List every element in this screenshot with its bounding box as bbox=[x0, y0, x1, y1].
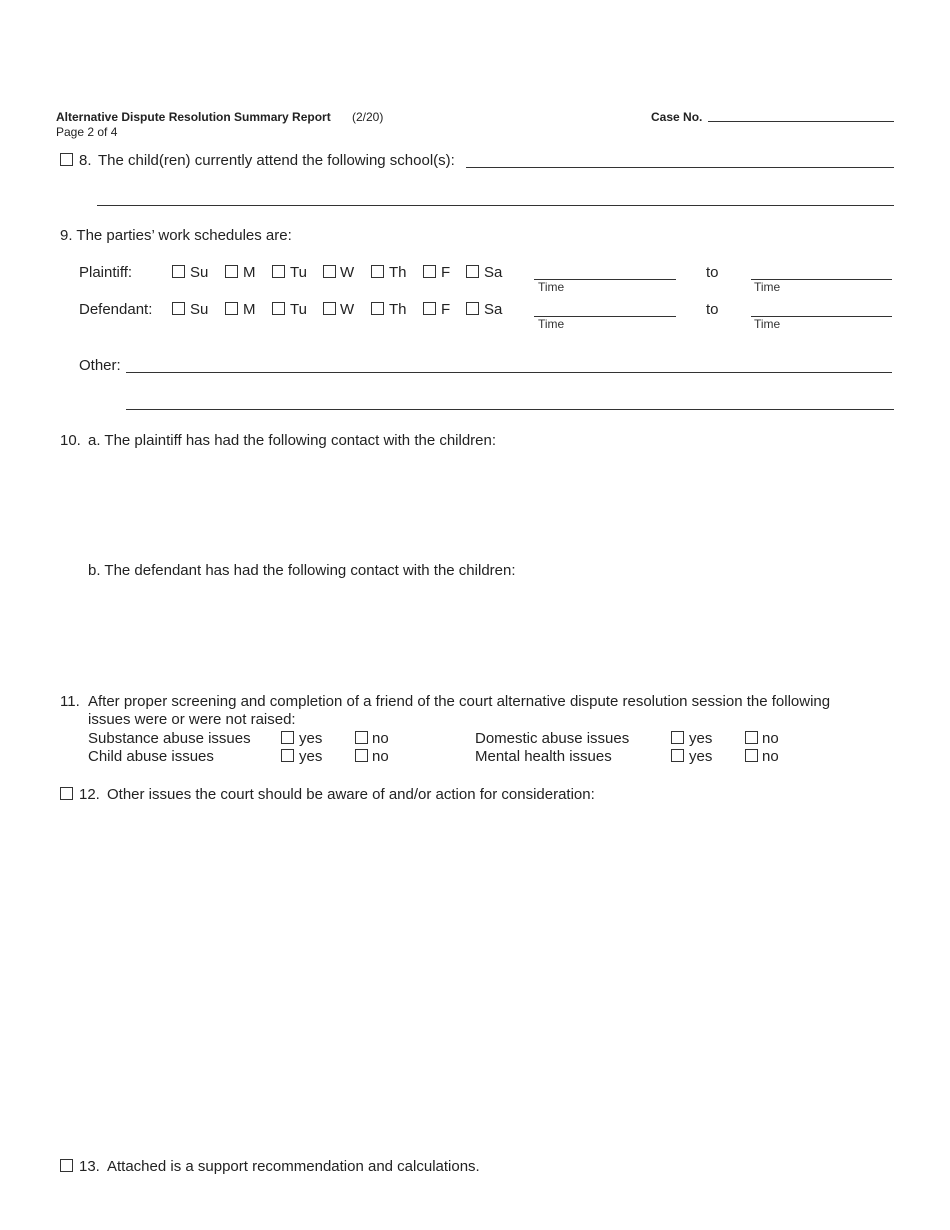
substance-abuse-yes-checkbox[interactable] bbox=[281, 731, 294, 744]
defendant-day-tu-label: Tu bbox=[290, 301, 307, 318]
other-field-2[interactable] bbox=[126, 409, 894, 410]
plaintiff-day-tu-label: Tu bbox=[290, 264, 307, 281]
plaintiff-day-su-checkbox[interactable] bbox=[172, 265, 185, 278]
case-number-label: Case No. bbox=[651, 110, 703, 124]
defendant-day-su-checkbox[interactable] bbox=[172, 302, 185, 315]
plaintiff-day-th-checkbox[interactable] bbox=[371, 265, 384, 278]
q8-checkbox[interactable] bbox=[60, 153, 73, 166]
defendant-day-tu-checkbox[interactable] bbox=[272, 302, 285, 315]
defendant-day-f-label: F bbox=[441, 301, 451, 318]
child-abuse-yes-checkbox[interactable] bbox=[281, 749, 294, 762]
mental-health-no-label: no bbox=[762, 748, 779, 765]
q13-text: Attached is a support recommendation and calculations. bbox=[107, 1158, 480, 1175]
domestic-abuse-yes-checkbox[interactable] bbox=[671, 731, 684, 744]
defendant-day-m-checkbox[interactable] bbox=[225, 302, 238, 315]
child-abuse-label: Child abuse issues bbox=[88, 748, 214, 765]
q13-number: 13. bbox=[79, 1158, 100, 1175]
q11-text-line1: After proper screening and completion of a friend of the court alternative dispute resolution session the following bbox=[88, 693, 831, 710]
q12-checkbox[interactable] bbox=[60, 787, 73, 800]
plaintiff-day-su-label: Su bbox=[190, 264, 209, 281]
defendant-day-f-checkbox[interactable] bbox=[423, 302, 436, 315]
mental-health-label: Mental health issues bbox=[475, 748, 612, 765]
plaintiff-day-sa-label: Sa bbox=[484, 264, 503, 281]
plaintiff-day-th-label: Th bbox=[389, 264, 407, 281]
case-number-field[interactable] bbox=[708, 121, 894, 122]
plaintiff-label: Plaintiff: bbox=[79, 264, 133, 281]
domestic-abuse-label: Domestic abuse issues bbox=[475, 730, 630, 747]
q8-school-field-1[interactable] bbox=[466, 167, 894, 168]
q11-number: 11. bbox=[60, 693, 80, 710]
defendant-to-label: to bbox=[706, 301, 719, 318]
q13-checkbox[interactable] bbox=[60, 1159, 73, 1172]
domestic-abuse-no-checkbox[interactable] bbox=[745, 731, 758, 744]
substance-abuse-no-checkbox[interactable] bbox=[355, 731, 368, 744]
page-number: Page 2 of 4 bbox=[56, 125, 118, 139]
q8-school-field-2[interactable] bbox=[97, 205, 894, 206]
plaintiff-day-m-checkbox[interactable] bbox=[225, 265, 238, 278]
child-abuse-yes-label: yes bbox=[299, 748, 323, 765]
plaintiff-day-w-label: W bbox=[340, 264, 355, 281]
form-title: Alternative Dispute Resolution Summary Report bbox=[56, 110, 331, 124]
q12-number: 12. bbox=[79, 786, 100, 803]
plaintiff-day-w-checkbox[interactable] bbox=[323, 265, 336, 278]
plaintiff-day-f-label: F bbox=[441, 264, 451, 281]
q8-number: 8. bbox=[79, 152, 92, 169]
q10-number: 10. bbox=[60, 432, 81, 449]
q10b-text: b. The defendant has had the following contact with the children: bbox=[88, 562, 516, 579]
q8-text: The child(ren) currently attend the following school(s): bbox=[98, 152, 455, 169]
substance-abuse-label: Substance abuse issues bbox=[88, 730, 251, 747]
form-version: (2/20) bbox=[352, 110, 384, 124]
plaintiff-end-time-caption: Time bbox=[754, 280, 781, 294]
defendant-start-time-caption: Time bbox=[538, 317, 565, 331]
q9-text: 9. The parties’ work schedules are: bbox=[60, 227, 292, 244]
defendant-day-w-checkbox[interactable] bbox=[323, 302, 336, 315]
defendant-day-m-label: M bbox=[243, 301, 256, 318]
mental-health-yes-label: yes bbox=[689, 748, 713, 765]
defendant-day-su-label: Su bbox=[190, 301, 209, 318]
plaintiff-day-f-checkbox[interactable] bbox=[423, 265, 436, 278]
child-abuse-no-checkbox[interactable] bbox=[355, 749, 368, 762]
plaintiff-day-m-label: M bbox=[243, 264, 256, 281]
substance-abuse-no-label: no bbox=[372, 730, 389, 747]
plaintiff-to-label: to bbox=[706, 264, 719, 281]
domestic-abuse-no-label: no bbox=[762, 730, 779, 747]
mental-health-no-checkbox[interactable] bbox=[745, 749, 758, 762]
plaintiff-day-sa-checkbox[interactable] bbox=[466, 265, 479, 278]
q10a-text: a. The plaintiff has had the following contact with the children: bbox=[88, 432, 497, 449]
defendant-day-th-checkbox[interactable] bbox=[371, 302, 384, 315]
defendant-day-sa-checkbox[interactable] bbox=[466, 302, 479, 315]
mental-health-yes-checkbox[interactable] bbox=[671, 749, 684, 762]
domestic-abuse-yes-label: yes bbox=[689, 730, 713, 747]
other-label: Other: bbox=[79, 357, 121, 374]
q12-text: Other issues the court should be aware of and/or action for consideration: bbox=[107, 786, 595, 803]
q11-text-line2: issues were or were not raised: bbox=[88, 711, 296, 728]
plaintiff-start-time-caption: Time bbox=[538, 280, 565, 294]
defendant-day-sa-label: Sa bbox=[484, 301, 503, 318]
substance-abuse-yes-label: yes bbox=[299, 730, 323, 747]
defendant-label: Defendant: bbox=[79, 301, 153, 318]
child-abuse-no-label: no bbox=[372, 748, 389, 765]
plaintiff-day-tu-checkbox[interactable] bbox=[272, 265, 285, 278]
defendant-day-th-label: Th bbox=[389, 301, 407, 318]
defendant-end-time-caption: Time bbox=[754, 317, 781, 331]
defendant-day-w-label: W bbox=[340, 301, 355, 318]
other-field-1[interactable] bbox=[126, 372, 892, 373]
